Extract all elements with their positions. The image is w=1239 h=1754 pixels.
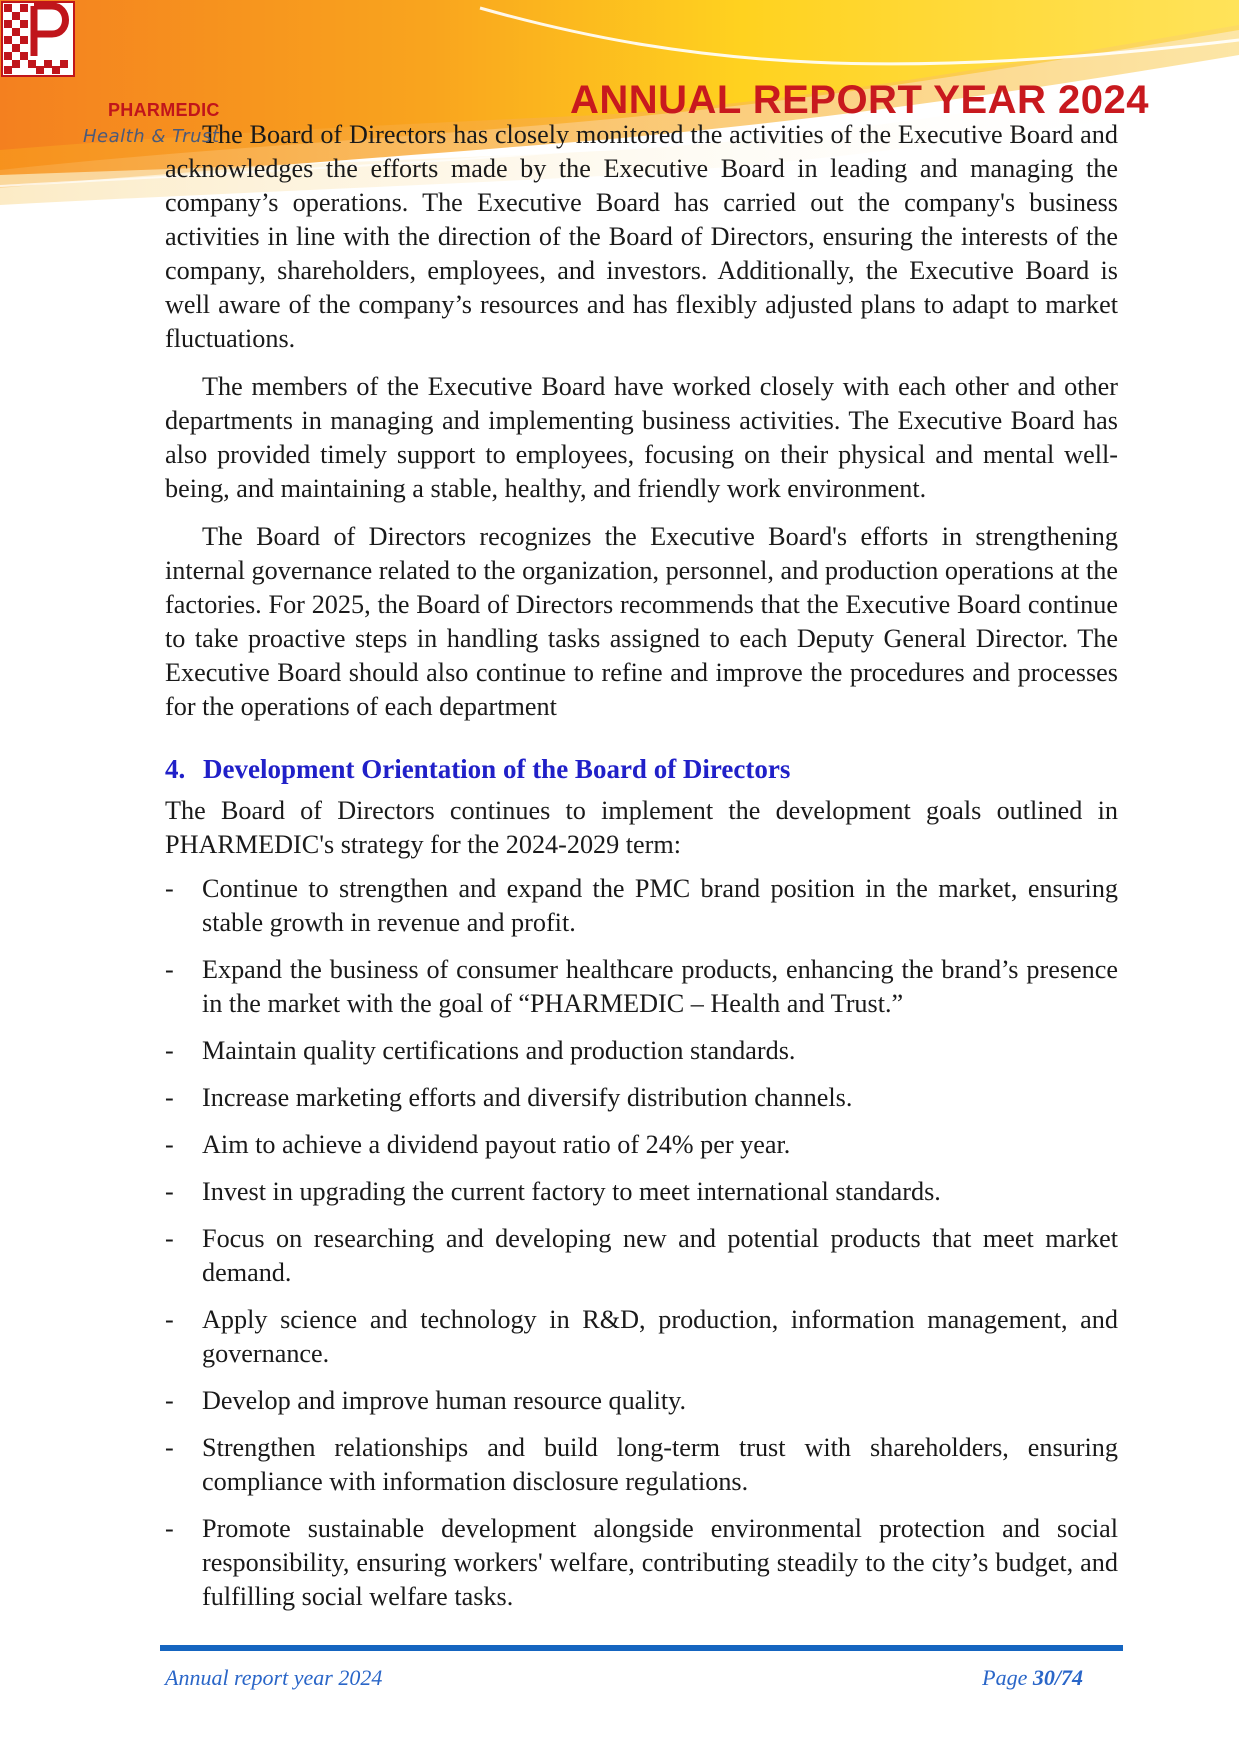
page-content	[165, 118, 1118, 1614]
list-item: - Maintain quality certifications and production standards.	[165, 1036, 796, 1065]
page-count: 30/74	[1032, 1665, 1083, 1690]
list-item: - Focus on researching and developing new and potential products that meet market demand.	[165, 1224, 1118, 1287]
list-item: - Invest in upgrading the current factory to meet international standards.	[165, 1177, 941, 1206]
section-intro: The Board of Directors continues to implement the development goals outlined in PHARMEDIC's strategy for the 2024-2029 term:	[165, 796, 1118, 859]
section-heading	[165, 752, 1118, 786]
paragraph-board-monitoring: The Board of Directors has closely monitored the activities of the Executive Board and acknowledges the efforts made by the Executive Board in leading and managing the company’s operations. The Executive Board has carried out the company's business activities in line with the direction of the Board of Directors, ensuring the interests of the company, shareholders, employees, and investors. Additionally, the Executive Board is well aware of the company’s resources and has flexibly adjusted plans to adapt to market fluctuations.	[165, 120, 1118, 353]
brand-tagline: Health & Trust	[83, 126, 220, 147]
list-item: - Promote sustainable development alongside environmental protection and social responsibility, ensuring workers' welfare, contributing steadily to the city’s budget, and fulfilling social welfare tasks.	[165, 1514, 1118, 1611]
footer-divider	[160, 1645, 1123, 1651]
report-title: ANNUAL REPORT YEAR 2024	[569, 78, 1149, 122]
page-number	[982, 1665, 1083, 1691]
list-item: - Apply science and technology in R&D, production, information management, and governance.	[165, 1305, 1118, 1368]
footer-report-name: Annual report year 2024	[165, 1665, 383, 1690]
paragraph-governance: The Board of Directors recognizes the Executive Board's efforts in strengthening internal governance related to the organization, personnel, and production operations at the factories. For 2025, the Board of Directors recommends that the Executive Board continue to take proactive steps in handling tasks assigned to each Deputy General Director. The Executive Board should also continue to refine and improve the procedures and processes for the operations of each department	[165, 522, 1118, 721]
list-item: - Increase marketing efforts and diversify distribution channels.	[165, 1083, 853, 1112]
paragraph-executive-members: The members of the Executive Board have worked closely with each other and other departments in managing and implementing business activities. The Executive Board has also provided timely support to employees, focusing on their physical and mental well-being, and maintaining a stable, healthy, and friendly work environment.	[165, 372, 1118, 503]
section-title: Development Orientation of the Board of Directors	[203, 754, 791, 784]
pharmedic-logo	[0, 0, 76, 78]
brand-name: PHARMEDIC	[108, 100, 220, 120]
list-item: - Aim to achieve a dividend payout ratio of 24% per year.	[165, 1130, 791, 1159]
section-number: 4.	[165, 754, 186, 784]
list-item: - Continue to strengthen and expand the PMC brand position in the market, ensuring stable growth in revenue and profit.	[165, 874, 1118, 937]
list-item: - Develop and improve human resource quality.	[165, 1386, 687, 1415]
list-item: - Strengthen relationships and build long-term trust with shareholders, ensuring compliance with information disclosure regulations.	[165, 1433, 1118, 1496]
page-label: Page	[982, 1665, 1033, 1690]
development-goals-list	[165, 872, 1118, 1614]
list-item: - Expand the business of consumer healthcare products, enhancing the brand’s presence in the market with the goal of “PHARMEDIC – Health and Trust.”	[165, 955, 1118, 1018]
